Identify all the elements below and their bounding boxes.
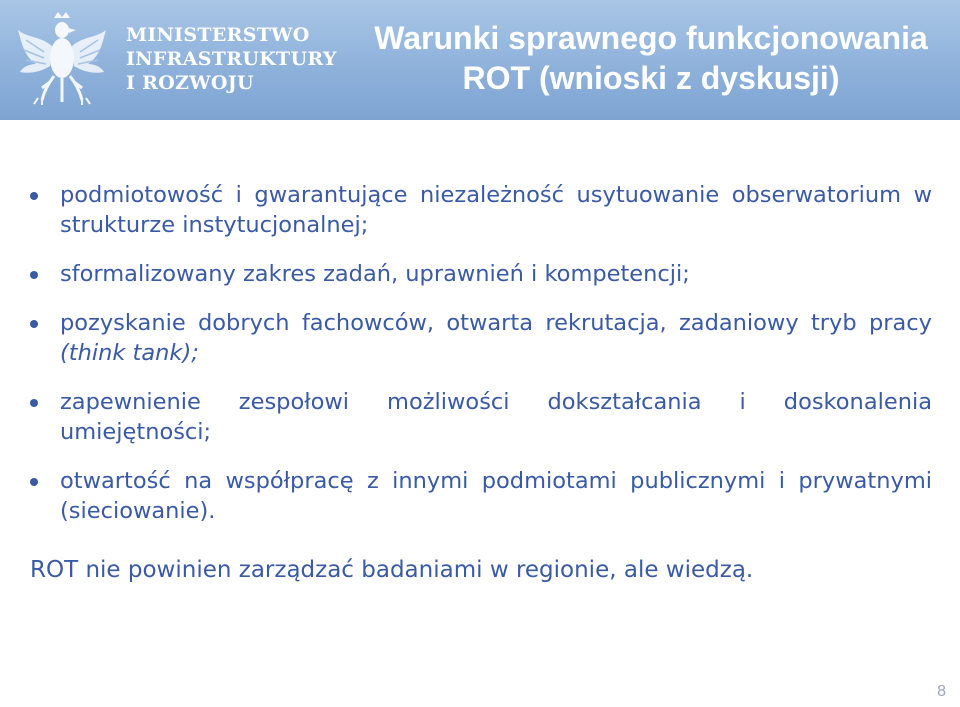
bullet-item — [30, 466, 932, 526]
bullet-dot-icon — [30, 478, 38, 486]
bullet-text: otwartość na współpracę z innymi podmiotami publicznymi i prywatnymi (sieciowanie). — [60, 468, 932, 524]
bullet-text: pozyskanie dobrych fachowców, otwarta rekrutacja, zadaniowy tryb pracy — [60, 310, 932, 336]
slide-title-line-1: Warunki sprawnego funkcjonowania — [374, 20, 928, 56]
bullet-text: zapewnienie zespołowi możliwości dokształcania i doskonalenia umiejętności; — [60, 389, 932, 445]
ministry-name — [126, 23, 337, 95]
bullet-text: sformalizowany zakres zadań, uprawnień i kompetencji; — [60, 261, 690, 287]
bullet-item — [30, 259, 932, 289]
slide-title — [356, 18, 946, 98]
bullet-item — [30, 180, 932, 240]
slide-header — [0, 0, 960, 120]
bullet-dot-icon — [30, 320, 38, 328]
bullet-list — [30, 180, 932, 526]
bullet-item — [30, 308, 932, 368]
bullet-text: podmiotowość i gwarantujące niezależność usytuowanie obserwatorium w strukturze instytucjonalnej; — [60, 182, 932, 238]
ministry-line-3: I ROZWOJU — [126, 72, 254, 94]
bullet-dot-icon — [30, 192, 38, 200]
bullet-item — [30, 387, 932, 447]
polish-eagle-emblem-icon — [14, 8, 110, 106]
slide-content — [30, 180, 932, 545]
slide-title-line-2: ROT (wnioski z dyskusji) — [462, 60, 840, 96]
ministry-line-2: INFRASTRUKTURY — [126, 48, 337, 70]
bullet-text-italic: (think tank); — [60, 340, 199, 366]
final-statement: ROT nie powinien zarządzać badaniami w regionie, ale wiedzą. — [30, 557, 754, 583]
bullet-dot-icon — [30, 271, 38, 279]
page-number: 8 — [937, 683, 946, 700]
bullet-dot-icon — [30, 399, 38, 407]
ministry-line-1: MINISTERSTWO — [126, 24, 310, 46]
